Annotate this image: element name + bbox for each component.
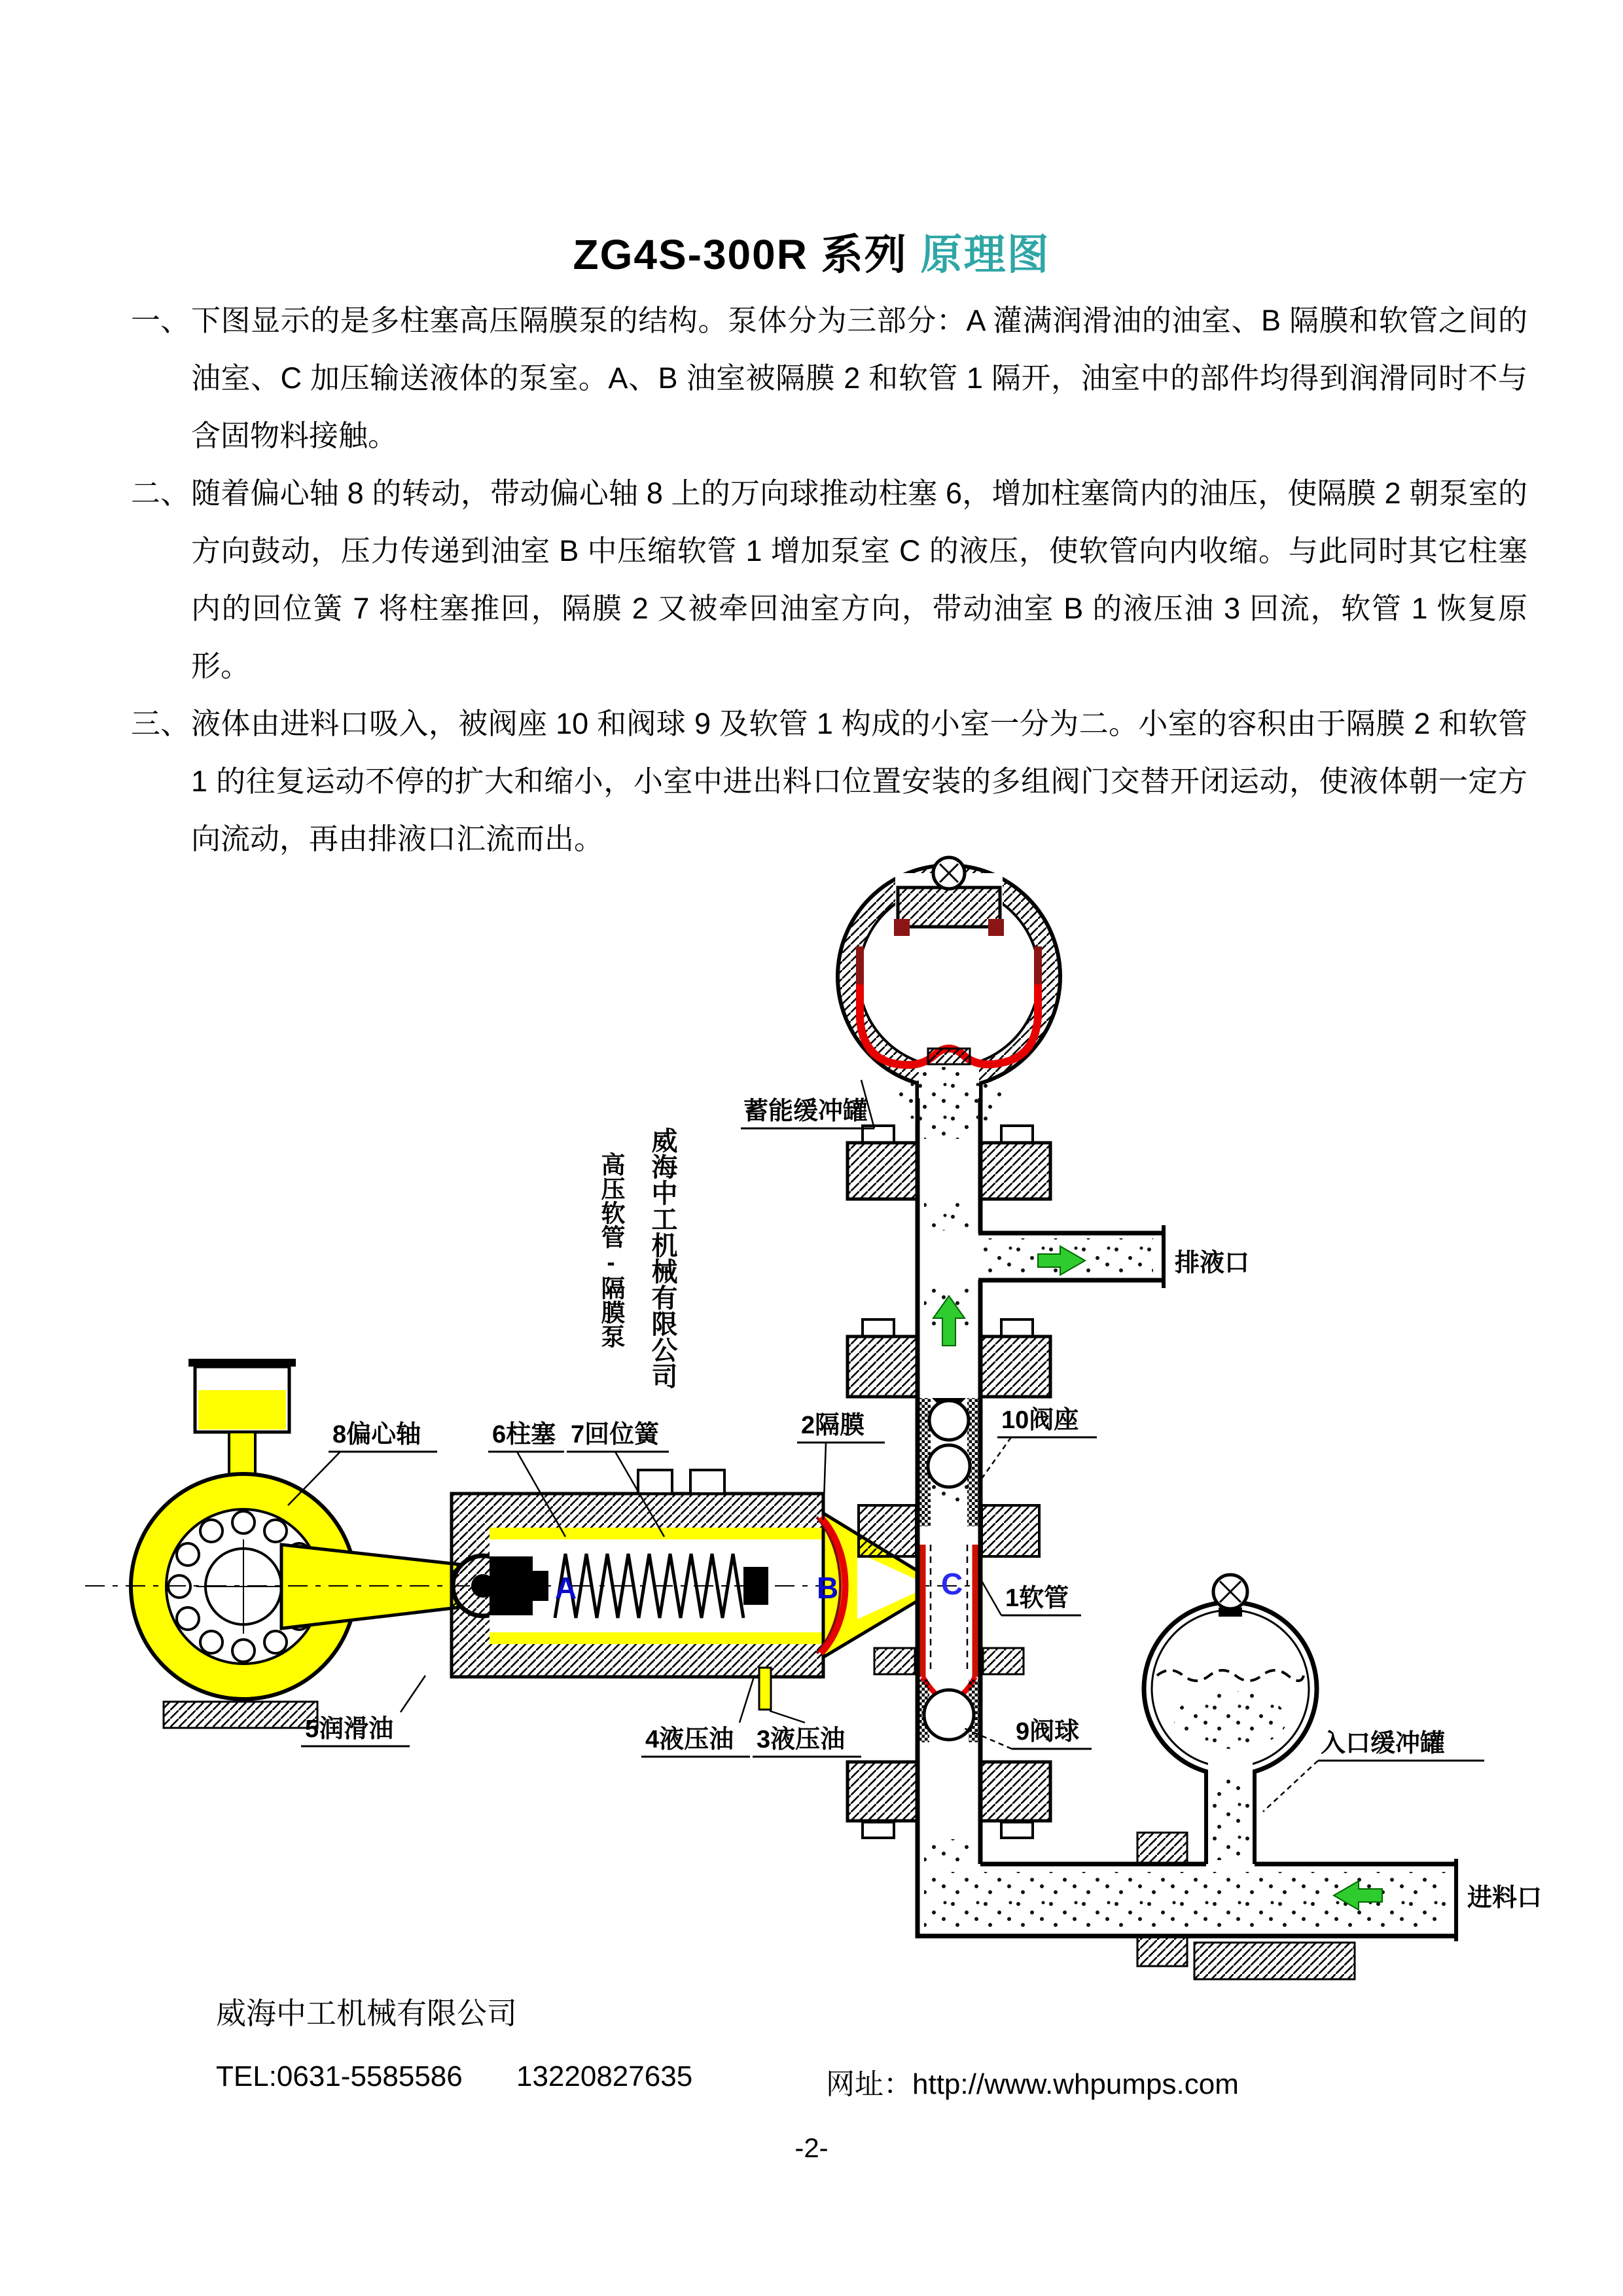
chamber-c: C [941,1567,963,1601]
label-inlet-port: 进料口 [1467,1884,1543,1912]
upper-valve-ball [929,1401,969,1440]
watermark-company: 威海中工机械有限公司 [648,1127,677,1389]
title-series: ZG4S-300R 系列 [573,231,908,278]
footer-company: 威海中工机械有限公司 [216,1996,517,2030]
paragraph-3-marker: 三、 [131,707,190,740]
inlet-buffer-tank [1144,1575,1484,1864]
label-outlet-port: 排液口 [1175,1249,1250,1277]
label-valve-seat: 10阀座 [1001,1407,1079,1434]
watermark-product: 高压软管-隔膜泵 [597,1152,624,1348]
lower-valve-ball [924,1690,974,1740]
footer-website [826,2060,1239,2102]
footer-tel: TEL:0631-5585586 [216,2060,463,2092]
paragraph-1-marker: 一、 [131,304,190,337]
upper-valve-ball-2 [928,1445,970,1487]
label-hydraulic-oil-3: 3液压油 [757,1726,846,1753]
label-valve-ball: 9阀球 [1016,1718,1080,1746]
paragraph-2-marker: 二、 [131,476,190,510]
vent-bolt-icon [933,857,965,889]
inlet-buffer-tank-label: 入口缓冲罐 [1321,1730,1446,1757]
label-diaphragm: 2隔膜 [801,1412,865,1439]
label-hose: 1软管 [1005,1585,1069,1612]
paragraph-3-text: 液体由进料口吸入，被阀座 10 和阀球 9 及软管 1 构成的小室一分为二。小室的容积由于隔膜 2 和软管 1 的往复运动不停的扩大和缩小，小室中进出料口位置安装的多组阀门交替开闭运动，使液体朝一定方向流动，再由排液口汇流而出。 [191,707,1527,855]
page-number: -2- [794,2132,829,2163]
paragraph-1-text: 下图显示的是多柱塞高压隔膜泵的结构。泵体分为三部分：A 灌满润滑油的油室、B 隔膜和软管之间的油室、C 加压输送液体的泵室。A、B 油室被隔膜 2 和软管 1 隔开，油室中的部件均得到润滑同时不与含固物料接触。 [191,304,1527,452]
title-suffix: 原理图 [920,231,1050,278]
label-return-spring: 7回位簧 [571,1421,660,1448]
chamber-b: B [817,1571,839,1605]
label-plunger: 6柱塞 [492,1421,556,1448]
footer-url: http://www.whpumps.com [912,2068,1239,2100]
footer-site-label: 网址： [826,2068,912,2100]
chamber-a: A [555,1571,577,1605]
paragraph-2-text: 随着偏心轴 8 的转动，带动偏心轴 8 上的万向球推动柱塞 6，增加柱塞筒内的油压，使隔膜 2 朝泵室的方向鼓动，压力传递到油室 B 中压缩软管 1 增加泵室 C 的液压，使软管向内收缩。与此同时其它柱塞内的回位簧 7 将柱塞推回，隔膜 2 又被牵回油室方向，带动油室 B 的液压油 3 回流，软管 1 恢复原形。 [191,476,1527,683]
label-eccentric-shaft: 8偏心轴 [332,1421,421,1448]
footer-mobile: 13220827635 [516,2060,693,2092]
outlet-buffer-tank-label: 蓄能缓冲罐 [743,1098,868,1125]
label-hydraulic-oil-4: 4液压油 [645,1726,734,1753]
footer-contact [216,2060,692,2093]
label-lubricating-oil: 5润滑油 [305,1715,394,1743]
outlet-buffer-tank [741,857,1060,1199]
